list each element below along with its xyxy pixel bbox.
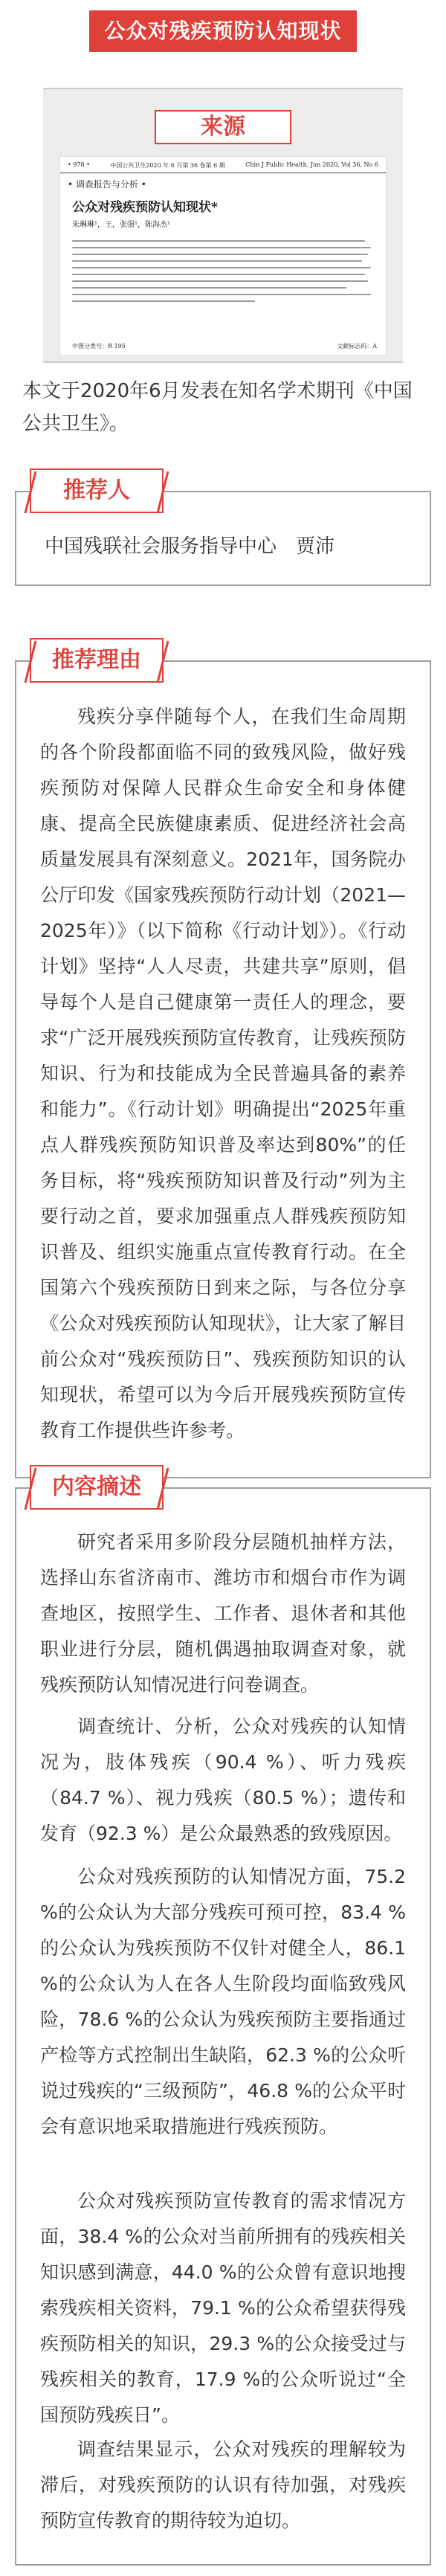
page-title: 公众对残疾预防认知现状 — [89, 10, 357, 52]
paper-page: • 978 • — [68, 161, 90, 168]
slash-decoration-icon — [156, 468, 172, 516]
slash-decoration-icon — [21, 638, 37, 686]
reason-paragraph: 残疾分享伴随每个人，在我们生命周期的各个阶段都面临不同的致残风险，做好残疾预防对保障人民群众生命安全和身体健康、提高全民族健康素质、促进经济社会高质量发展具有深刻意义。2021年，国务院办公厅印发《国家残疾预防行动计划（2021—2025年）》（以下简称《行动计划》）。《行动计划》坚持“人人尽责，共建共享”原则，倡导每个人是自己健康第一责任人的理念，要求“广泛开展残疾预防宣传教育，让残疾预防知识、行为和技能成为全民普遍具备的素养和能力”。《行动计划》明确提出“2025年重点人群残疾预防知识普及率达到80%”的任务目标，将“残疾预防知识普及行动”列为主要行动之首，要求加强重点人群残疾预防知识普及、组织实施重点宣传教育行动。在全国第六个残疾预防日到来之际，与各位分享《公众对残疾预防认知现状》，让大家了解目前公众对“残疾预防日”、残疾预防知识的认知现状，希望可以为今后开展残疾预防宣传教育工作提供些许参考。 — [40, 706, 406, 1441]
reason-label — [30, 638, 164, 683]
recommender-label-text: 推荐人 — [63, 477, 130, 503]
content-paragraph-method: 研究者采用多阶段分层随机抽样方法，选择山东省济南市、潍坊市和烟台市作为调查地区，按照学生、工作者、退休者和其他职业进行分层，随机偶遇抽取调查对象，就残疾预防认知情况进行问卷调查。 — [40, 1531, 406, 1696]
paper-clc: 中图分类号：R 195 — [72, 343, 126, 350]
content-paragraph-awareness: 调查统计、分析，公众对残疾的认知情况为，肢体残疾（90.4 %）、听力残疾（84.7 %）、视力残疾（80.5 %）；遗传和发育（92.3 %）是公众最熟悉的致残原因。 — [40, 1716, 406, 1844]
publish-note: 本文于2020年6月发表在知名学术期刊《中国公共卫生》。 — [22, 380, 413, 435]
paper-authors: 朱琳琳¹，王，张强¹，陈海杰¹ — [72, 221, 171, 229]
content-label — [30, 1465, 164, 1510]
slash-decoration-icon — [21, 468, 37, 516]
content-paragraph-education: 公众对残疾预防宣传教育的需求情况方面，38.4 %的公众对当前所拥有的残疾相关知识感到满意，44.0 %的公众曾有意识地搜索残疾相关资料，79.1 %的公众希望获得残疾预防相关的知识，29.3 %的公众接受过与残疾相关的教育，17.9 %的公众听说过“全国预防残疾日”。 — [40, 2190, 406, 2426]
paper-title: 公众对残疾预防认知现状* — [72, 200, 218, 215]
reason-label-text: 推荐理由 — [52, 647, 141, 673]
paper-section: • 调查报告与分析 • — [68, 179, 146, 190]
paper-footer — [72, 342, 377, 350]
slash-decoration-icon — [21, 1465, 37, 1513]
content-paragraph-conclusion: 调查结果显示，公众对残疾的理解较为滞后，对残疾预防的认识有待加强，对残疾预防宣传教育的期待较为迫切。 — [40, 2438, 406, 2531]
paper-doc-code: 文献标志码：A — [337, 343, 377, 350]
slash-decoration-icon — [156, 1465, 172, 1513]
content-paragraph-prevention: 公众对残疾预防的认知情况方面，75.2 %的公众认为大部分残疾可预可控，83.4 %的公众认为残疾预防不仅针对健全人，86.1 %的公众认为人在各人生阶段均面临致残风险，78.6 %的公众认为残疾预防主要指通过产检等方式控制出生缺陷，62.3 %的公众听说过残疾的“三级预防”，46.8 %的公众平时会有意识地采取措施进行残疾预防。 — [40, 1866, 406, 2137]
paper-journal-en: Chin J Public Health, Jun 2020, Vol 36, No 6 — [245, 161, 378, 168]
paper-header — [60, 157, 386, 173]
recommender-label — [30, 468, 164, 513]
content-label-text: 内容摘述 — [52, 1474, 141, 1500]
paper-thumbnail — [59, 156, 387, 355]
source-label: 来源 — [155, 110, 291, 144]
paper-journal-cn: 中国公共卫生2020 年 6 月第 36 卷第 6 期 — [110, 162, 225, 169]
recommender-name: 中国残联社会服务指导中心 贾沛 — [45, 535, 335, 558]
slash-decoration-icon — [156, 638, 172, 686]
paper-abstract-lines — [60, 231, 386, 302]
